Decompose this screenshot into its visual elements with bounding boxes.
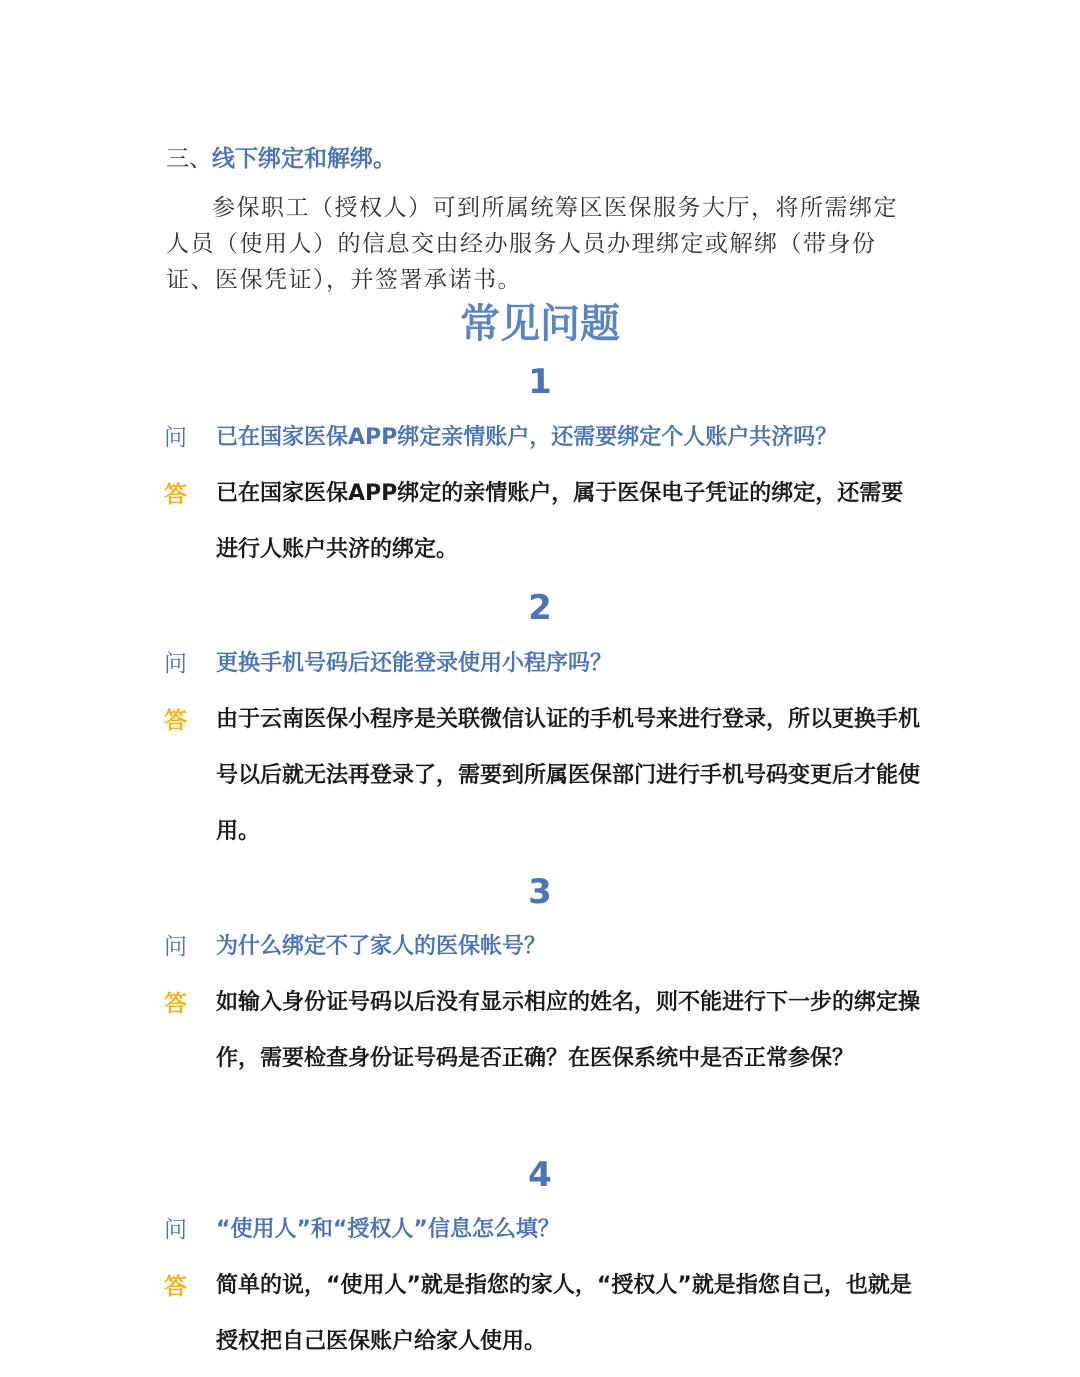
faq-question-1: 已在国家医保APP绑定亲情账户，还需要绑定个人账户共济吗？	[216, 425, 838, 450]
faq-number-2: 2	[528, 588, 552, 628]
question-marker: 问	[164, 1217, 187, 1243]
faq-number-4: 4	[528, 1155, 552, 1195]
faq-answer-4: 简单的说，“使用人”就是指您的家人，“授权人”就是指您自己，也就是授权把自己医保账户给家人使用。	[216, 1273, 912, 1354]
question-marker: 问	[164, 934, 187, 960]
faq-answer-2: 由于云南医保小程序是关联微信认证的手机号来进行登录，所以更换手机号以后就无法再登录了，需要到所属医保部门进行手机号码变更后才能使用。	[216, 707, 921, 844]
faq-title: 常见问题	[460, 300, 620, 347]
answer-marker: 答	[164, 482, 187, 508]
faq-answer-1: 已在国家医保APP绑定的亲情账户，属于医保电子凭证的绑定，还需要进行人账户共济的绑定。	[216, 481, 904, 562]
answer-marker: 答	[164, 991, 187, 1017]
question-marker: 问	[164, 651, 187, 677]
section-title: 线下绑定和解绑。	[212, 145, 396, 172]
question-marker: 问	[164, 425, 187, 451]
faq-question-3: 为什么绑定不了家人的医保帐号？	[216, 934, 547, 959]
answer-marker: 答	[164, 708, 187, 734]
answer-marker: 答	[164, 1274, 187, 1300]
faq-answer-3: 如输入身份证号码以后没有显示相应的姓名，则不能进行下一步的绑定操作，需要检查身份证号码是否正确？在医保系统中是否正常参保？	[216, 990, 921, 1071]
section-heading	[166, 142, 396, 176]
faq-number-1: 1	[528, 362, 552, 402]
section-paragraph: 参保职工（授权人）可到所属统筹区医保服务大厅，将所需绑定人员（使用人）的信息交由经办服务人员办理绑定或解绑（带身份证、医保凭证），并签署承诺书。	[166, 195, 898, 293]
faq-question-4: “使用人”和“授权人”信息怎么填？	[216, 1217, 560, 1242]
section-number: 三、	[166, 146, 212, 172]
faq-number-3: 3	[528, 872, 552, 912]
faq-question-2: 更换手机号码后还能登录使用小程序吗？	[216, 651, 613, 676]
